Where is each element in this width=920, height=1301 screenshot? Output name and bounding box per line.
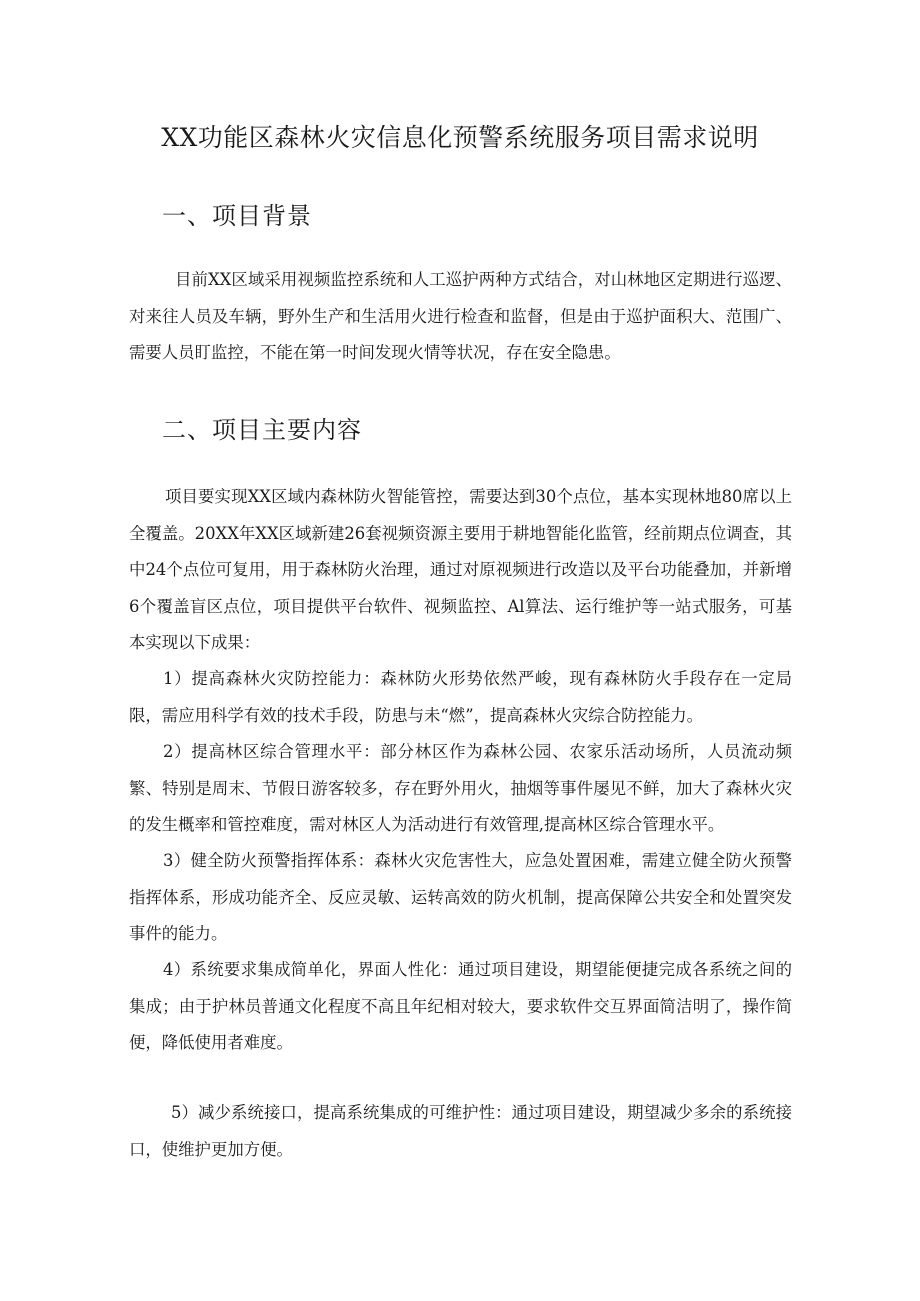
list-item: 3）健全防火预警指挥体系：森林火灾危害性大，应急处置困难，需建立健全防火预警指挥体系，形成功能齐全、反应灵敏、运转高效的防火机制，提高保障公共安全和处置突发事件的能力。 <box>129 851 792 943</box>
section-heading-background: 一、项目背景 <box>162 202 312 230</box>
background-paragraph: 目前XX区域采用视频监控系统和人工巡护两种方式结合，对山林地区定期进行巡逻、对来往人员及车辆，野外生产和生活用火进行检查和监督，但是由于巡护面积大、范围广、需要人员盯监控，不能在第一时间发现火情等状况，存在安全隐患。 <box>129 270 792 362</box>
section-heading-main-content: 二、项目主要内容 <box>162 416 362 444</box>
list-item: 4）系统要求集成简单化，界面人性化：通过项目建设，期望能便捷完成各系统之间的集成；由于护林员普通文化程度不高且年纪相对较大，要求软件交互界面简洁明了，操作简便，降低使用者难度。 <box>129 960 792 1052</box>
list-item: 2）提高林区综合管理水平：部分林区作为森林公园、农家乐活动场所，人员流动频繁、特别是周末、节假日游客较多，存在野外用火，抽烟等事件屡见不鲜，加大了森林火灾的发生概率和管控难度，需对林区人为活动进行有效管理,提高林区综合管理水平。 <box>129 742 792 834</box>
list-item: 1）提高森林火灾防控能力：森林防火形势依然严峻，现有森林防火手段存在一定局限，需应用科学有效的技术手段，防患与未“燃”，提高森林火灾综合防控能力。 <box>129 669 792 725</box>
main-content-intro-paragraph: 项目要实现XX区域内森林防火智能管控，需要达到30个点位，基本实现林地80席以上全覆盖。20XX年XX区域新建26套视频资源主要用于耕地智能化监管，经前期点位调查，其中24个点位可复用，用于森林防火治理，通过对原视频进行改造以及平台功能叠加，并新增6个覆盖盲区点位，项目提供平台软件、视频监控、Al算法、运行维护等一站式服务，可基本实现以下成果： <box>129 487 792 652</box>
list-item: 5）减少系统接口，提高系统集成的可维护性：通过项目建设，期望减少多余的系统接口，使维护更加方便。 <box>129 1103 792 1159</box>
document-title: XX功能区森林火灾信息化预警系统服务项目需求说明 <box>161 123 759 152</box>
